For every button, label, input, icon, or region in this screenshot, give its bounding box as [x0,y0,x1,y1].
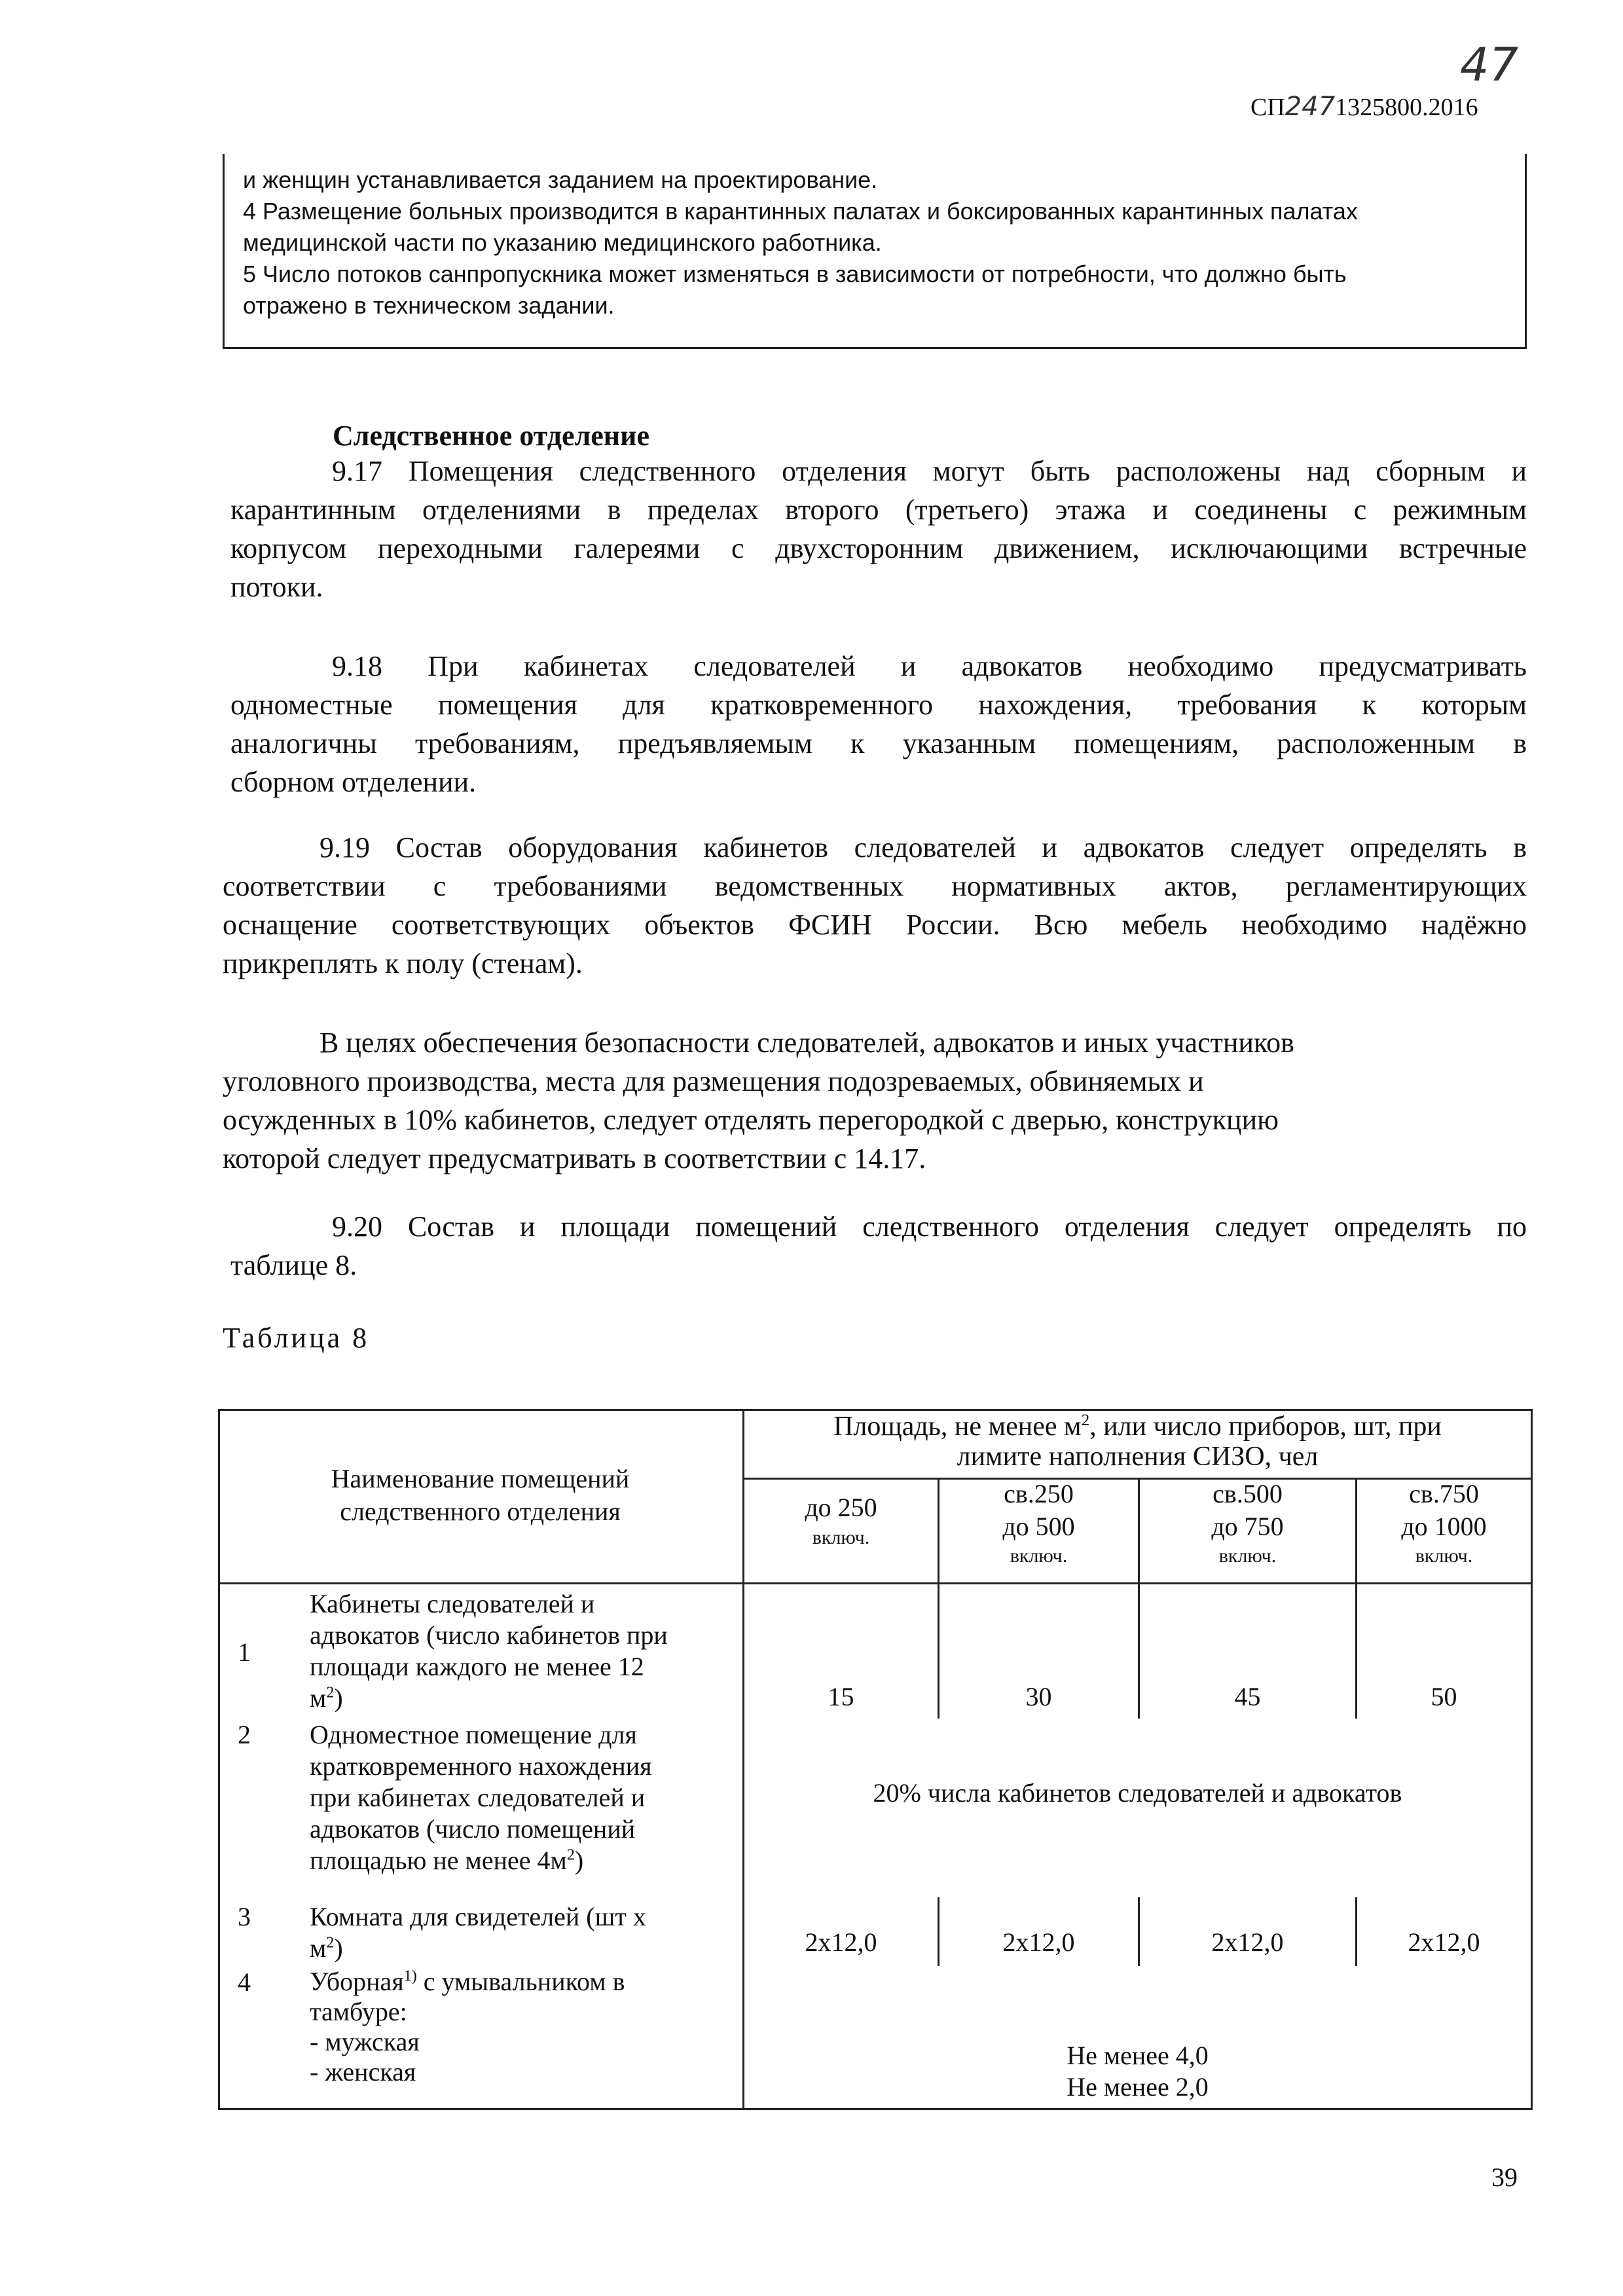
paragraph-line: таблице 8. [230,1249,357,1281]
row3-value: 2х12,0 [805,1927,877,1957]
row-name-line: Комната для свидетелей (шт х [310,1902,646,1931]
table-caption: Таблица 8 [223,1322,370,1354]
paragraph-line: корпусом переходными галереями с двухсторонним движением, исключающими встречные [230,532,1527,564]
subheader-line: до 500 [1002,1512,1075,1541]
row2-merged-value: 20% числа кабинетов следователей и адвокатов [873,1778,1402,1808]
doc-handwritten-number: 247 [1285,92,1336,122]
row-name-line: - женская [310,2057,416,2086]
row-name-line: $м^2$) [310,1683,343,1713]
paragraph-security [223,1023,1527,1178]
row-name-line: - мужская [310,2027,420,2056]
row-name-line: при кабинетах следователей и [310,1783,646,1812]
header-line: лимите наполнения СИЗО, чел [957,1442,1319,1472]
paragraph-line: 9.19 Состав оборудования кабинетов следователей и адвокатов следует определять в [319,831,1527,864]
table-border-bottom [218,2108,1533,2110]
row-name-line: площадью не менее $4м^2$) [310,1846,584,1875]
paragraph-line: аналогичны требованиям, предъявляемым к указанным помещениям, расположенным в [230,727,1527,759]
table-header-bottom [218,1582,1533,1584]
note-line: 4 Размещение больных производится в карантинных палатах и боксированных карантинных палатах [243,198,1358,225]
paragraph-9-18 [230,647,1527,801]
row-name-line: кратковременного нахождения [310,1751,652,1781]
row3-value: 2х12,0 [1211,1927,1284,1957]
col-header-name [218,1463,742,1528]
doc-prefix: СП [1250,94,1285,121]
paragraph-line: уголовного производства, места для размещения подозреваемых, обвиняемых и [223,1065,1204,1097]
subheader-le-250 [744,1493,938,1553]
note-line: 5 Число потоков санпропускника может изменяться в зависимости от потребности, что должно быть [243,261,1347,287]
handwritten-page-number: 47 [1460,38,1519,92]
row-number: 4 [238,1967,251,1997]
row3-value: 2х12,0 [1408,1927,1480,1957]
subheader-line: до 250 [805,1493,877,1522]
paragraph-line: 9.20 Состав и площади помещений следственного отделения следует определять по [332,1211,1527,1243]
row-number: 1 [238,1637,251,1667]
paragraph-line: соответствии с требованиями ведомственных нормативных актов, регламентирующих [223,870,1527,902]
row-name [310,1967,742,2087]
row-name-line: Уборная$^{1)}$ с умывальником в [310,1967,625,1996]
row1-value: 45 [1234,1682,1261,1711]
header-line: следственного отделения [340,1497,621,1526]
paragraph-line: потоки. [230,571,323,603]
table-border-right [1531,1409,1533,2110]
paragraph-line: 9.17 Помещения следственного отделения могут быть расположены над сборным и [332,455,1527,487]
row4-value: Не менее 4,0 [1067,2041,1209,2070]
note-line: и женщин устанавливается заданием на проектирование. [243,166,878,193]
row-name-line: площади каждого не менее 12 [310,1652,644,1681]
subheader-line: св.500 [1213,1479,1283,1508]
col-header-area [744,1410,1531,1473]
row-name-line: $м^2$) [310,1933,343,1963]
row-number: 2 [238,1720,251,1749]
row-name [310,1588,742,1714]
row4-value: Не менее 2,0 [1067,2072,1209,2102]
subheader-line: включ. [1010,1545,1068,1567]
paragraph-line: оснащение соответствующих объектов ФСИН России. Всю мебель необходимо надёжно [223,909,1527,941]
document-number [1250,92,1478,122]
paragraph-9-17 [230,452,1527,606]
row-name [310,1719,742,1876]
row-number: 3 [238,1902,251,1931]
notes-box [223,154,1527,349]
subheader-250-500 [939,1478,1138,1569]
row1-value: 15 [828,1682,854,1711]
paragraph-line: В целях обеспечения безопасности следователей, адвокатов и иных участников [319,1027,1294,1059]
section-heading: Следственное отделение [333,420,650,452]
paragraph-line: которой следует предусматривать в соответствии с 14.17. [223,1142,926,1175]
note-line: отражено в техническом задании. [243,292,615,319]
paragraph-line: 9.18 При кабинетах следователей и адвокатов необходимо предусматривать [332,650,1527,682]
header-line: Площадь, не менее $м^2$, или число приборов, шт, при [833,1412,1442,1442]
row1-value: 30 [1025,1682,1052,1711]
paragraph-9-20 [230,1207,1527,1285]
row-name-line: адвокатов (число помещений [310,1814,636,1844]
paragraph-line: карантинным отделениями в пределах второго (третьего) этажа и соединены с режимным [230,494,1527,526]
row3-value: 2х12,0 [1002,1927,1075,1957]
paragraph-line: осужденных в 10% кабинетов, следует отделять перегородкой с дверью, конструкцию [223,1104,1279,1136]
subheader-line: до 1000 [1401,1512,1487,1541]
row-name-line: Одноместное помещение для [310,1720,637,1749]
page-number: 39 [1491,2162,1518,2192]
subheader-line: включ. [1415,1545,1473,1567]
paragraph-line: прикреплять к полу (стенам). [223,947,583,979]
row-name-line: тамбуре: [310,1997,407,2026]
paragraph-9-19 [223,828,1527,983]
row-name-line: адвокатов (число кабинетов при [310,1620,668,1650]
doc-suffix: 1325800.2016 [1335,94,1478,121]
subheader-line: св.750 [1409,1479,1479,1508]
row-name [310,1901,742,1964]
subheader-750-1000 [1357,1478,1531,1569]
subheader-500-750 [1140,1478,1355,1569]
subheader-line: св.250 [1004,1479,1074,1508]
note-line: медицинской части по указанию медицинского работника. [243,229,882,256]
row1-value: 50 [1431,1682,1457,1711]
paragraph-line: сборном отделении. [230,766,477,798]
table-8 [218,1409,1533,2110]
row-name-line: Кабинеты следователей и [310,1589,595,1618]
header-line: Наименование помещений [331,1464,630,1493]
subheader-line: до 750 [1211,1512,1284,1541]
subheader-line: включ. [1218,1545,1277,1567]
paragraph-line: одноместные помещения для кратковременного нахождения, требования к которым [230,689,1527,721]
subheader-line: включ. [812,1527,870,1548]
